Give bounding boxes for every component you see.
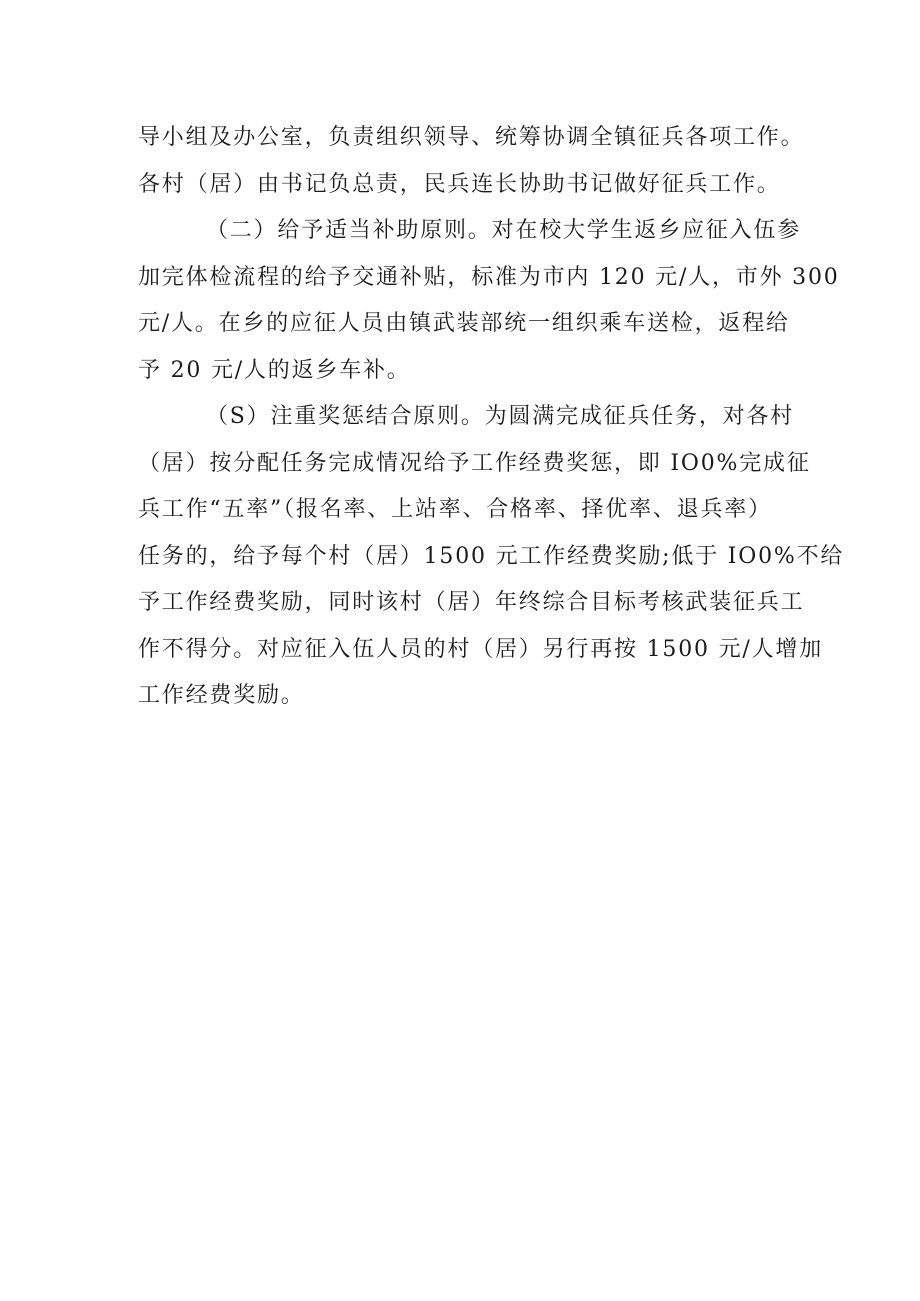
paragraph-line: 导小组及办公室，负责组织领导、统筹协调全镇征兵各项工作。 <box>138 125 805 150</box>
paragraph-line: 任务的，给予每个村（居）1500 元工作经费奖励;低于 IO0%不给 <box>138 543 845 569</box>
paragraph-line: 加完体检流程的给予交通补贴，标准为市内 120 元/人，市外 300 <box>138 264 840 290</box>
section-two-heading-line: （二）给予适当补助原则。对在校大学生返乡应征入伍参 <box>206 218 802 243</box>
paragraph-line: 工作经费奖励。 <box>138 683 305 708</box>
paragraph-line: 作不得分。对应征入伍人员的村（居）另行再按 1500 元/人增加 <box>138 636 823 662</box>
paragraph-line: 予工作经费奖励，同时该村（居）年终综合目标考核武装征兵工 <box>138 590 805 615</box>
document-body <box>138 115 845 720</box>
paragraph-line: 兵工作“五率”（报名率、上站率、合格率、择优率、退兵率） <box>138 497 772 522</box>
paragraph-line: 各村（居）由书记负总责，民兵连长协助书记做好征兵工作。 <box>138 171 781 197</box>
paragraph-line: 元/人。在乡的应征人员由镇武装部统一组织乘车送检，返程给 <box>138 311 790 336</box>
paragraph-line: 予 20 元/人的返乡车补。 <box>138 357 411 383</box>
section-three-heading-line: （S）注重奖惩结合原则。为圆满完成征兵任务，对各村 <box>206 404 795 429</box>
paragraph-line: （居）按分配任务完成情况给予工作经费奖惩，即 IO0%完成征 <box>138 450 811 476</box>
